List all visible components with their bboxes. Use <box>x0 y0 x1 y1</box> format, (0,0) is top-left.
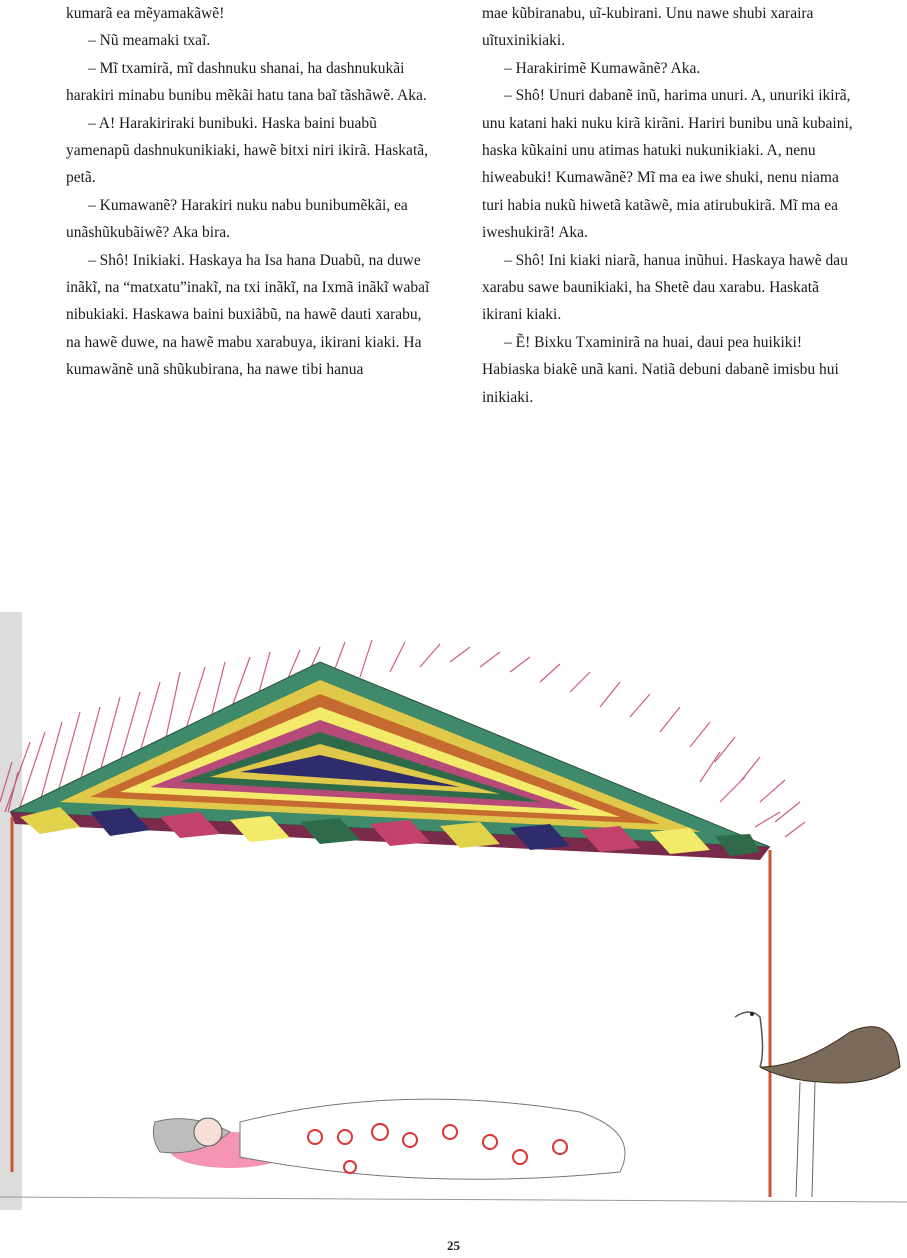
paragraph: – Mĩ txamirã, mĩ dashnuku shanai, ha dashnukukãi harakiri minabu bunibu mẽkãi hatu tana baĩ tãshãwẽ. Aka. <box>66 59 427 105</box>
paragraph: – Shô! Unuri dabanẽ inũ, harima unuri. A, unuriki ikirã, unu katani haki nuku kirã kirãni. Hariri bunibu unã kubaini, haska kũkaini unu atimas hatuki nukunikiaki. A, nenu hiweabuki! Kumawãnẽ? Mĩ ma ea iwe shuki, nenu niama turi habia nukũ hiwetã katãwẽ, mia atirubukirã. Mĩ ma ea iweshukirã! Aka. <box>482 87 853 242</box>
paragraph: – Shô! Ini kiaki niarã, hanua inũhui. Haskaya hawẽ dau xarabu sawe baunikiaki, ha Shetẽ dau xarabu. Haskatã ikirani kiaki. <box>482 251 848 324</box>
paragraph: – A! Harakiriraki bunibuki. Haska baini buabũ yamenapũ dashnukunikiaki, hawẽ bitxi niri ikirã. Haskatã, petã. <box>66 114 429 187</box>
paragraph: – Ẽ! Bixku Txaminirã na huai, daui pea huikiki! Habiaska biakẽ unã kani. Natiã debuni dabanẽ imisbu hui inikiaki. <box>482 333 839 406</box>
paragraph: kumarã ea mẽyamakãwẽ! <box>66 5 225 22</box>
right-text-column <box>482 0 854 411</box>
bird <box>735 1012 900 1197</box>
paragraph: – Nũ meamaki txaĩ. <box>88 32 211 50</box>
left-text-column <box>66 0 438 384</box>
paragraph: – Kumawanẽ? Harakiri nuku nabu bunibumẽkãi, ea unãshũkubãiwẽ? Aka bira. <box>66 196 408 242</box>
page-number: 25 <box>447 1238 460 1253</box>
house-illustration <box>0 612 907 1210</box>
paragraph: mae kũbiranabu, uĩ-kubirani. Unu nawe shubi xaraira uĩtuxinikiaki. <box>482 5 814 50</box>
ground-line <box>0 1197 907 1202</box>
lying-person <box>153 1099 625 1179</box>
paragraph: – Shô! Inikiaki. Haskaya ha Isa hana Duabũ, na duwe inãkĩ, na “matxatu”inakĩ, na txi inãkĩ, na Ixmã inãkĩ wabaĩ nibukiaki. Haskawa baini buxiãbũ, na hawẽ dauti xarabu, na hawẽ duwe, na hawẽ mabu xarabuya, ikirani kiaki. Ha kumawãnẽ unã shũkubirana, ha nawe tibi hanua <box>66 251 430 379</box>
paragraph: – Harakirimẽ Kumawãnẽ? Aka. <box>504 59 701 77</box>
